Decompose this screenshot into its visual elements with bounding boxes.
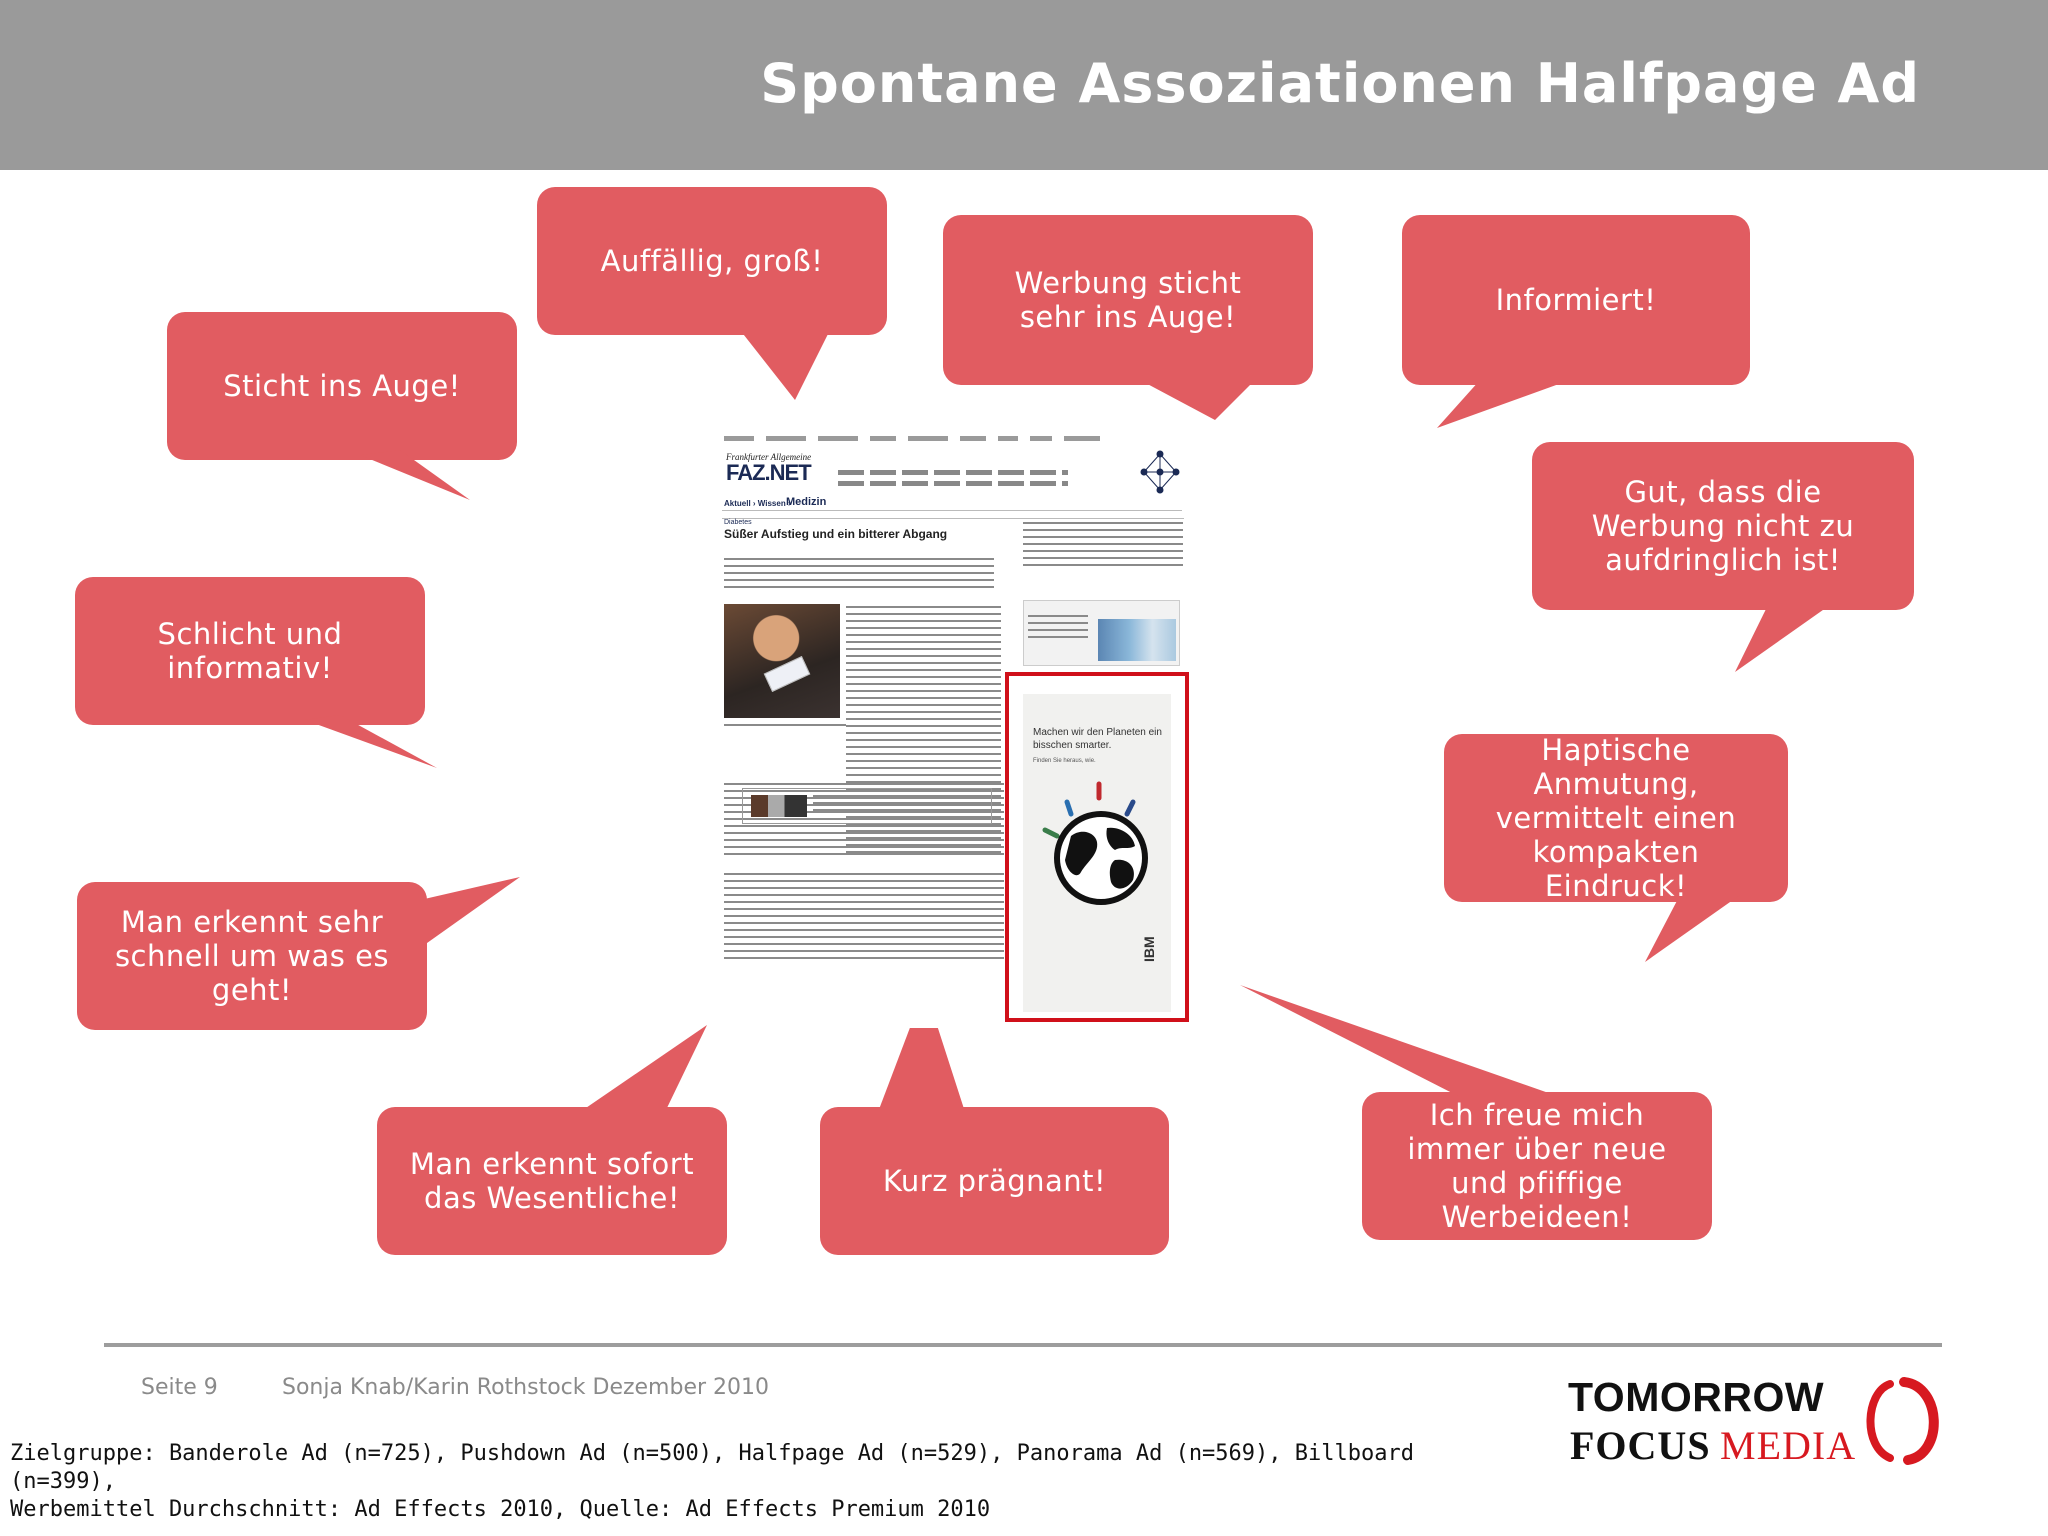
- bubble-text-man-erkennt-sofort: Man erkennt sofort das Wesentliche!: [409, 1147, 695, 1215]
- logo-text-media: MEDIA: [1720, 1423, 1857, 1468]
- slide-title: Spontane Assoziationen Halfpage Ad: [760, 52, 1920, 115]
- faz-wissen-box: [1023, 522, 1183, 568]
- source-note: [10, 1440, 1530, 1524]
- globe-icon: [1037, 776, 1161, 906]
- ibm-ad-inner: [1023, 694, 1171, 1012]
- source-note-line-2: Werbemittel Durchschnitt: Ad Effects 2010, Quelle: Ad Effects Premium 2010: [10, 1497, 991, 1522]
- faz-section-title: Medizin: [786, 496, 827, 508]
- faz-nav-row-1: [838, 470, 1068, 475]
- ibm-ad-headline: Machen wir den Planeten ein bisschen smarter.: [1033, 727, 1162, 751]
- bubble-text-man-erkennt-schnell: Man erkennt sehr schnell um was es geht!: [114, 905, 390, 1007]
- bubble-text-informiert: Informiert!: [1495, 283, 1657, 317]
- faz-photo-vial: [764, 656, 811, 692]
- bubble-text-gut-dass: Gut, dass die Werbung nicht zu aufdringlich ist!: [1591, 475, 1855, 577]
- ibm-halfpage-ad: [1005, 672, 1189, 1022]
- faz-photo-caption: [724, 724, 846, 730]
- faz-inline-ad: [742, 788, 992, 824]
- faz-article-headline: Süßer Aufstieg und ein bitterer Abgang: [724, 527, 948, 541]
- bubble-text-kurz: Kurz prägnant!: [882, 1164, 1107, 1198]
- faz-article-photo: [724, 604, 840, 718]
- bubble-text-haptische: Haptische Anmutung, vermittelt einen kompakten Eindruck!: [1495, 733, 1737, 903]
- faz-article-kicker: Diabetes: [724, 519, 752, 526]
- bubble-text-werbung-sticht: Werbung sticht sehr ins Auge!: [1014, 266, 1242, 334]
- faz-top-nav: [724, 436, 1184, 444]
- faz-teaser-text: [724, 558, 994, 588]
- bubble-text-auffaellig: Auffällig, groß!: [600, 244, 824, 278]
- tomorrow-focus-logo-mark-icon: [1860, 1376, 1944, 1466]
- ibm-ad-subline: Finden Sie heraus, wie.: [1033, 758, 1096, 764]
- faz-nav-row-2: [838, 481, 1068, 486]
- bubble-text-schlicht: Schlicht und informativ!: [157, 617, 343, 685]
- logo-text-focus: FOCUS: [1570, 1423, 1711, 1468]
- footer-authors: Sonja Knab/Karin Rothstock Dezember 2010: [282, 1375, 770, 1400]
- faz-logo-small: Frankfurter Allgemeine: [726, 452, 812, 462]
- footer-divider: [104, 1343, 1942, 1347]
- faz-divider-1: [722, 510, 1182, 511]
- logo-text-tomorrow: TOMORROW: [1568, 1374, 1825, 1420]
- faz-article-text-bottom: [724, 873, 1004, 963]
- source-note-line-1: Zielgruppe: Banderole Ad (n=725), Pushdown Ad (n=500), Halfpage Ad (n=529), Panorama Ad (n=569), Billboard (n=399),: [10, 1441, 1414, 1494]
- bubble-text-freue: Ich freue mich immer über neue und pfiffige Werbeideen!: [1407, 1098, 1667, 1234]
- ibm-logo: IBM: [1141, 936, 1157, 962]
- faz-logo: FAZ.NET: [726, 460, 811, 485]
- faz-breadcrumb: Aktuell › Wissen ›: [724, 499, 791, 508]
- faz-slideshow-teaser: [1023, 600, 1180, 666]
- bubble-text-sticht: Sticht ins Auge!: [223, 369, 461, 403]
- page-number: Seite 9: [141, 1375, 218, 1400]
- faz-network-graphic: [1138, 450, 1182, 496]
